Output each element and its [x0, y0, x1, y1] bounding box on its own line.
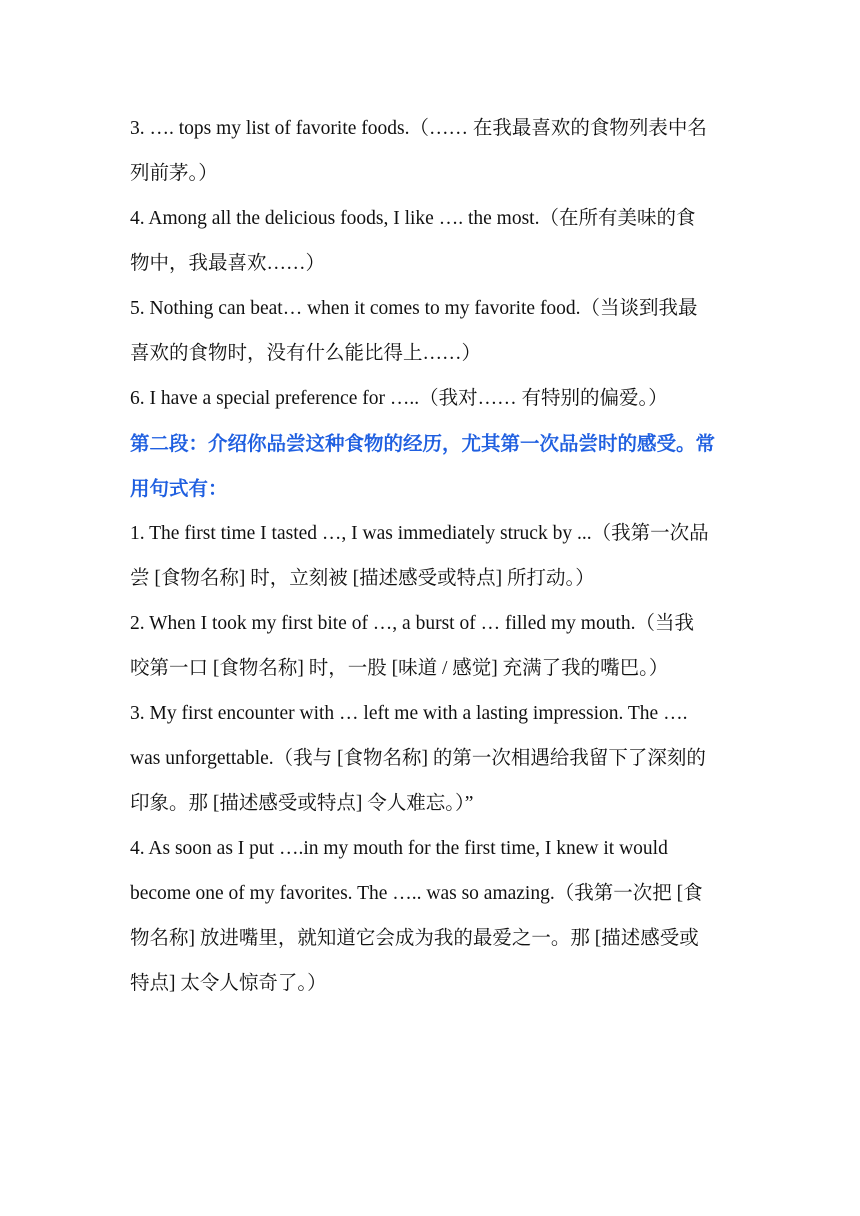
- text-line: 特点] 太令人惊奇了。）: [130, 973, 327, 994]
- text-line: 3. …. tops my list of favorite foods.（…… 在我最喜欢的食物列表中名: [130, 118, 707, 139]
- text-line: 物名称] 放进嘴里，就知道它会成为我的最爱之一。那 [描述感受或: [130, 928, 699, 949]
- section-heading: 用句式有：: [130, 477, 228, 500]
- text-line: 印象。那 [描述感受或特点] 令人难忘。）”: [130, 793, 474, 814]
- text-line: 喜欢的食物时，没有什么能比得上……）: [130, 343, 482, 364]
- text-line: 物中，我最喜欢……）: [130, 253, 326, 274]
- text-line: 2. When I took my first bite of …, a burst of … filled my mouth.（当我: [130, 613, 694, 634]
- text-line: 4. As soon as I put ….in my mouth for the first time, I knew it would: [130, 838, 668, 859]
- section-heading: 第二段：介绍你品尝这种食物的经历，尤其第一次品尝时的感受。常: [130, 432, 716, 455]
- text-line: 3. My first encounter with … left me with a lasting impression. The ….: [130, 703, 688, 724]
- text-line: 4. Among all the delicious foods, I like …. the most.（在所有美味的食: [130, 208, 696, 229]
- text-line: 1. The first time I tasted …, I was immediately struck by ...（我第一次品: [130, 523, 709, 544]
- text-line: become one of my favorites. The ….. was so amazing.（我第一次把 [食: [130, 883, 703, 904]
- text-line: 列前茅。）: [130, 163, 218, 184]
- document-page: [130, 106, 733, 1006]
- text-line: 5. Nothing can beat… when it comes to my favorite food.（当谈到我最: [130, 298, 698, 319]
- text-line: 咬第一口 [食物名称] 时，一股 [味道 / 感觉] 充满了我的嘴巴。）: [130, 658, 669, 679]
- text-line: 尝 [食物名称] 时，立刻被 [描述感受或特点] 所打动。）: [130, 568, 595, 589]
- text-line: 6. I have a special preference for …..（我对…… 有特别的偏爱。）: [130, 388, 668, 409]
- text-line: was unforgettable.（我与 [食物名称] 的第一次相遇给我留下了深刻的: [130, 748, 706, 769]
